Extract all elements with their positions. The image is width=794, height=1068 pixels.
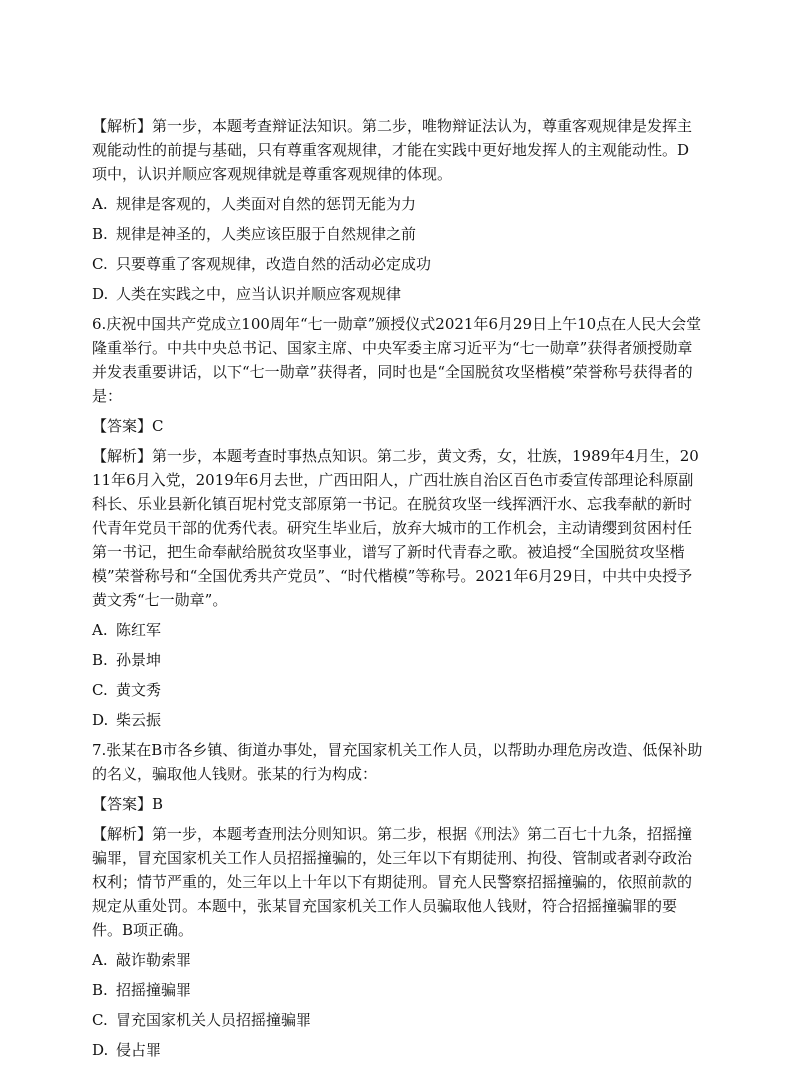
q6-option-b [92,648,704,672]
option-letter: A. [92,951,108,969]
option-letter: B. [92,651,108,669]
option-letter: C. [92,255,108,273]
q7-option-d [92,1038,704,1062]
option-text: 只要尊重了客观规律，改造自然的活动必定成功 [116,255,432,273]
answer-q6: 【答案】C [92,417,164,435]
option-letter: B. [92,981,108,999]
q6-option-c [92,678,704,702]
q5-option-c [92,252,704,276]
document-page [92,114,704,1068]
option-text: 柴云振 [116,711,162,729]
option-text: 黄文秀 [116,681,162,699]
q7-option-b [92,978,704,1002]
option-letter: D. [92,711,109,729]
option-letter: C. [92,1011,108,1029]
option-letter: A. [92,195,108,213]
option-text: 人类在实践之中，应当认识并顺应客观规律 [116,285,402,303]
option-letter: D. [92,285,109,303]
q6-option-a [92,618,704,642]
q6-option-d [92,708,704,732]
question-6: 6.庆祝中国共产党成立100周年“七一勋章”颁授仪式2021年6月29日上午10点在人民大会堂隆重举行。中共中央总书记、国家主席、中央军委主席习近平为“七一勋章”获得者颁授勋章并发表重要讲话，以下“七一勋章”获得者，同时也是“全国脱贫攻坚楷模”荣誉称号获得者的是： [92,315,702,405]
option-letter: B. [92,225,108,243]
q7-option-c [92,1008,704,1032]
option-text: 冒充国家机关人员招摇撞骗罪 [116,1011,312,1029]
option-text: 侵占罪 [116,1041,162,1059]
question-7: 7.张某在B市各乡镇、街道办事处，冒充国家机关工作人员，以帮助办理危房改造、低保补助的名义，骗取他人钱财。张某的行为构成： [92,741,703,783]
option-letter: D. [92,1041,109,1059]
analysis-q6: 【解析】第一步，本题考查时事热点知识。第二步，黄文秀，女，壮族，1989年4月生，2011年6月入党，2019年6月去世，广西田阳人，广西壮族自治区百色市委宣传部理论科原副科长、乐业县新化镇百坭村党支部原第一书记。在脱贫攻坚一线挥洒汗水、忘我奉献的新时代青年党员干部的优秀代表。研究生毕业后，放弃大城市的工作机会，主动请缨到贫困村任第一书记，把生命奉献给脱贫攻坚事业，谱写了新时代青春之歌。被追授“全国脱贫攻坚楷模”荣誉称号和“全国优秀共产党员”、“时代楷模”等称号。2021年6月29日，中共中央授予黄文秀“七一勋章”。 [92,447,699,609]
option-text: 规律是神圣的，人类应该臣服于自然规律之前 [116,225,417,243]
q5-option-d [92,282,704,306]
option-letter: A. [92,621,108,639]
analysis-q5: 【解析】第一步，本题考查辩证法知识。第二步，唯物辩证法认为，尊重客观规律是发挥主观能动性的前提与基础，只有尊重客观规律，才能在实践中更好地发挥人的主观能动性。D项中，认识并顺应客观规律就是尊重客观规律的体现。 [92,117,693,183]
analysis-q7: 【解析】第一步，本题考查刑法分则知识。第二步，根据《刑法》第二百七十九条，招摇撞骗罪，冒充国家机关工作人员招摇撞骗的，处三年以下有期徒刑、拘役、管制或者剥夺政治权利；情节严重的，处三年以上十年以下有期徒刑。冒充人民警察招摇撞骗的，依照前款的规定从重处罚。本题中，张某冒充国家机关工作人员骗取他人钱财，符合招摇撞骗罪的要件。B项正确。 [92,825,693,939]
q5-option-a [92,192,704,216]
option-text: 陈红军 [116,621,162,639]
answer-q7: 【答案】B [92,795,164,813]
option-text: 敲诈勒索罪 [116,951,192,969]
option-text: 孙景坤 [116,651,162,669]
option-text: 招摇撞骗罪 [116,981,192,999]
q5-option-b [92,222,704,246]
q7-option-a [92,948,704,972]
option-letter: C. [92,681,108,699]
option-text: 规律是客观的，人类面对自然的惩罚无能为力 [116,195,417,213]
